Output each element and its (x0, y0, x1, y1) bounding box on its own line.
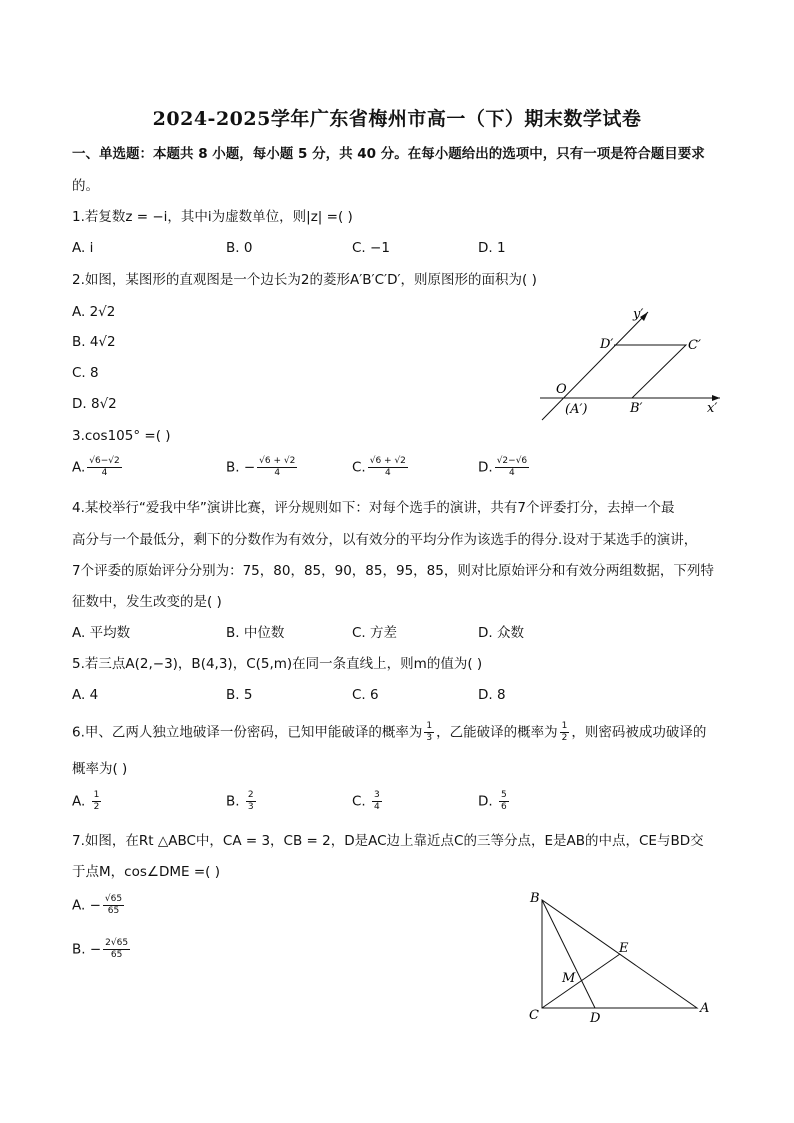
q7-triangle-figure (520, 888, 720, 1028)
label-m: M (562, 971, 576, 986)
label-c-prime: C′ (688, 338, 701, 353)
q5-option-d: D. 8 (478, 687, 506, 703)
q2-stem: 2.如图，某图形的直观图是一个边长为2的菱形A′B′C′D′，则原图形的面积为( ) (72, 272, 537, 288)
q5-option-b: B. 5 (226, 687, 253, 703)
q6-option-d: D. $\frac{5}{6}$ (478, 790, 507, 812)
label-d: D (590, 1011, 601, 1026)
segment-ce (542, 954, 620, 1008)
q2-option-b: B. 4√2 (72, 334, 116, 350)
q1-option-c: C. −1 (352, 240, 390, 256)
q4-option-b: B. 中位数 (226, 625, 285, 641)
q2-option-a: A. 2√2 (72, 304, 116, 320)
q3-c-fraction: $\frac{√6 + √2}{4}$ (369, 456, 406, 478)
q1-stem: 1.若复数z = −i，其中i为虚数单位，则|z| =( ) (72, 209, 353, 225)
q1-option-d: D. 1 (478, 240, 506, 256)
q6-line2: 概率为( ) (72, 761, 128, 777)
label-a-prime: (A′) (565, 402, 588, 417)
q7-line2: 于点M，cos∠DME =( ) (72, 864, 220, 880)
q6-option-c: C. $\frac{3}{4}$ (352, 790, 380, 812)
q3-option-c: C. $\frac{√6 + √2}{4}$ (352, 456, 406, 478)
label-b-prime: B′ (630, 401, 643, 416)
label-x-prime: x′ (707, 401, 718, 416)
section-heading-line1: 一、单选题：本题共 8 小题，每小题 5 分，共 40 分。在每小题给出的选项中，只有一项是符合题目要求 (72, 146, 705, 162)
q7-line1: 7.如图，在Rt △ABC中，CA = 3，CB = 2，D是AC边上靠近点C的三等分点，E是AB的中点，CE与BD交 (72, 833, 704, 849)
label-a: A (700, 1001, 710, 1016)
q3-a-fraction: $\frac{√6-√2}{4}$ (89, 456, 120, 478)
q7-option-a: A. − $\frac{√65}{65}$ (72, 894, 123, 916)
q7-option-b: B. − $\frac{2√65}{65}$ (72, 938, 129, 960)
q6-fraction-jia: $\frac{1}{3}$ (426, 721, 433, 743)
q3-stem: 3.cos105° =( ) (72, 428, 171, 444)
section-heading-line2: 的。 (72, 178, 99, 194)
q1-option-b: B. 0 (226, 240, 253, 256)
q4-line1: 4.某校举行“爱我中华”演讲比赛，评分规则如下：对每个选手的演讲，共有7个评委打分，去掉一个最 (72, 500, 675, 516)
q6-option-a: A. $\frac{1}{2}$ (72, 790, 100, 812)
q6-line1: 6.甲、乙两人独立地破译一份密码，已知甲能破译的概率为 $\frac{1}{3}$ ，乙能破译的概率为 $\frac{1}{2}$ ，则密码被成功破译的 (72, 721, 707, 743)
label-y-prime: y′ (633, 307, 644, 322)
q5-option-a: A. 4 (72, 687, 99, 703)
q4-line3: 7个评委的原始评分分别为：75，80，85，90，85，95，85，则对比原始评分和有效分两组数据，下列特 (72, 563, 714, 579)
q6-fraction-yi: $\frac{1}{2}$ (561, 721, 568, 743)
q6-option-b: B. $\frac{2}{3}$ (226, 790, 254, 812)
label-o: O (556, 382, 567, 397)
q5-option-c: C. 6 (352, 687, 379, 703)
q4-option-a: A. 平均数 (72, 625, 131, 641)
q3-d-fraction: $\frac{√2-√6}{4}$ (496, 456, 528, 478)
q4-line2: 高分与一个最低分，剩下的分数作为有效分，以有效分的平均分作为该选手的得分.设对于某选手的演讲， (72, 532, 698, 548)
q2-rhombus-figure (530, 298, 730, 423)
q3-option-a: A. $\frac{√6-√2}{4}$ (72, 456, 120, 478)
q4-line4: 征数中，发生改变的是( ) (72, 594, 222, 610)
page-title: 2024-2025学年广东省梅州市高一（下）期末数学试卷 (152, 108, 642, 130)
label-e: E (619, 941, 629, 956)
q2-option-c: C. 8 (72, 365, 99, 381)
q1-option-a: A. i (72, 240, 94, 256)
label-c: C (529, 1008, 539, 1023)
label-d-prime: D′ (600, 337, 614, 352)
q4-option-c: C. 方差 (352, 625, 398, 641)
q4-option-d: D. 众数 (478, 625, 524, 641)
rhombus-sides (614, 345, 686, 398)
q3-option-b: B. − $\frac{√6 + √2}{4}$ (226, 456, 296, 478)
q3-b-fraction: $\frac{√6 + √2}{4}$ (259, 456, 296, 478)
label-b: B (530, 891, 540, 906)
segment-bd (542, 900, 595, 1008)
q2-option-d: D. 8√2 (72, 396, 117, 412)
q5-stem: 5.若三点A(2,−3)，B(4,3)，C(5,m)在同一条直线上，则m的值为( ) (72, 656, 483, 672)
q3-option-d: D. $\frac{√2-√6}{4}$ (478, 456, 528, 478)
